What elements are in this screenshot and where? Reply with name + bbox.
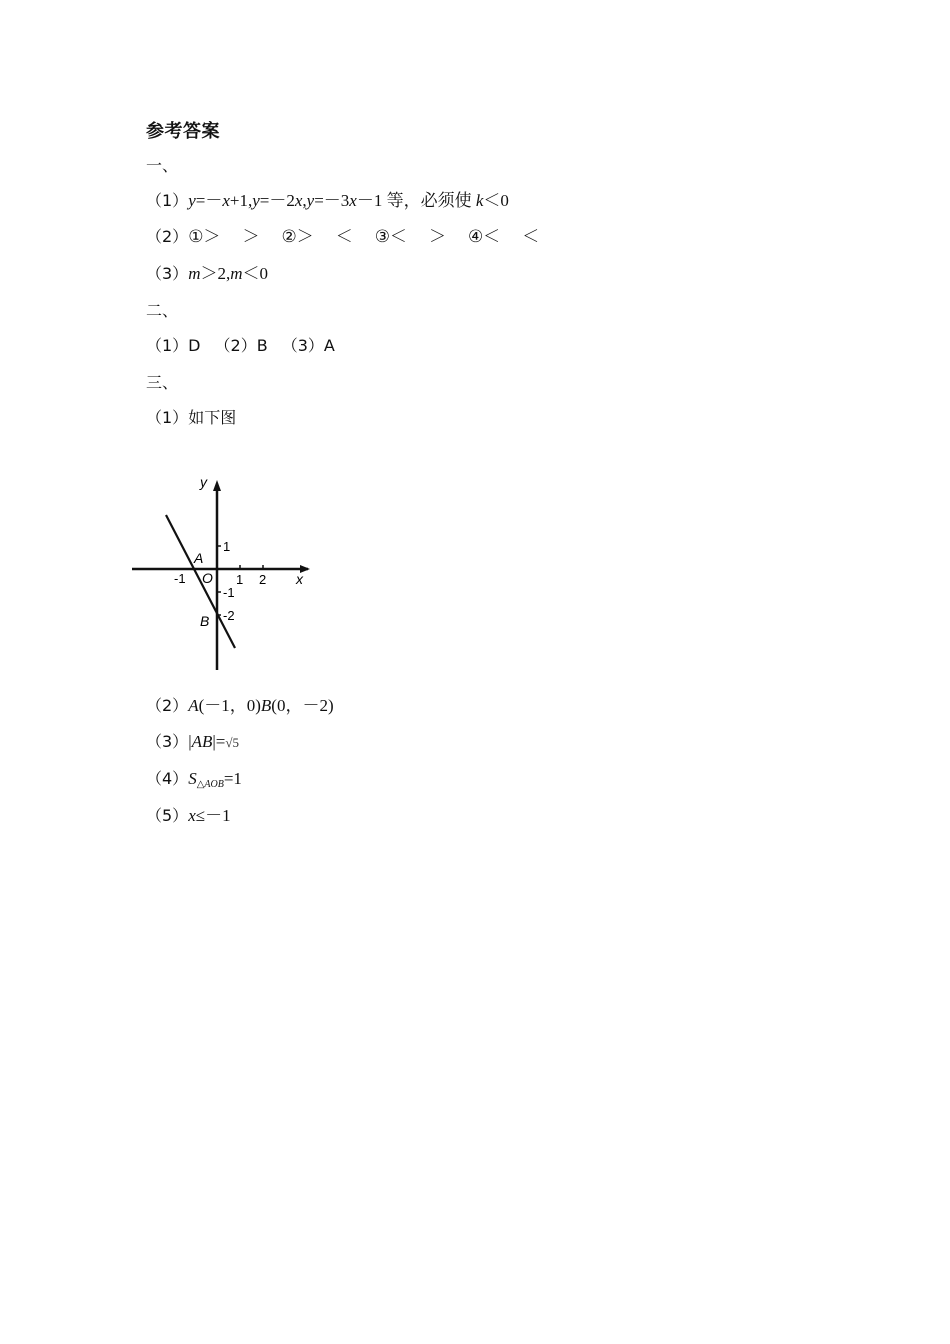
origin-label: O xyxy=(202,570,213,586)
var-y: y xyxy=(252,191,260,210)
section-three-q5 xyxy=(146,805,231,827)
section-one-heading: 一、 xyxy=(146,156,179,175)
answer-item: （2）B xyxy=(214,336,268,355)
y-tick-label: -1 xyxy=(223,585,235,600)
expr-text: +1, xyxy=(229,191,253,210)
section-three-q4 xyxy=(146,768,242,796)
section-one-q1 xyxy=(146,190,509,212)
expr-text: =1 xyxy=(223,769,242,788)
var-m: m xyxy=(188,264,201,283)
section-three-q1 xyxy=(146,407,236,429)
q-number: （1） xyxy=(146,191,189,210)
expr-text: , xyxy=(302,191,307,210)
section-three-heading: 三、 xyxy=(146,373,179,392)
area-subscript: △AOB xyxy=(196,779,224,790)
q-number: （4） xyxy=(146,769,189,788)
section-one-q3 xyxy=(146,263,268,285)
var-m: m xyxy=(230,264,243,283)
answer-item: ＞ xyxy=(242,227,260,246)
answer-item: ＜ xyxy=(522,227,540,246)
x-tick-label: -1 xyxy=(174,571,186,586)
point-b: B xyxy=(260,696,272,715)
point-a: A xyxy=(188,696,199,715)
x-axis-label: x xyxy=(296,571,303,587)
expr-text: ≤－1 xyxy=(195,806,231,825)
var-x: x xyxy=(188,806,196,825)
answer-item: （3）A xyxy=(281,336,335,355)
expr-text: ＜0 xyxy=(242,264,268,283)
var-y: y xyxy=(188,191,196,210)
var-x: x xyxy=(349,191,357,210)
var-k: k xyxy=(475,191,484,210)
answer-item: ＜ xyxy=(335,227,353,246)
answer-item: ④＜ xyxy=(467,227,501,246)
y-tick-label: -2 xyxy=(223,608,235,623)
line-graph-figure xyxy=(130,470,320,675)
expr-text: =－3 xyxy=(314,191,350,210)
var-y: y xyxy=(306,191,315,210)
expr-text: |= xyxy=(212,732,226,751)
coord-text: (0，－2) xyxy=(271,696,334,715)
page-title: 参考答案 xyxy=(146,121,220,142)
y-axis-arrow xyxy=(213,480,221,491)
var-x: x xyxy=(222,191,230,210)
section-three-q2 xyxy=(146,695,334,717)
expr-text: =－2 xyxy=(259,191,295,210)
q-number: （5） xyxy=(146,806,189,825)
section-two-heading: 二、 xyxy=(146,301,179,320)
var-x: x xyxy=(294,191,303,210)
q-number: （3） xyxy=(146,264,189,283)
answer-item: ②＞ xyxy=(281,227,314,246)
section-one-q2 xyxy=(146,226,539,248)
point-a-label: A xyxy=(194,550,204,566)
y-tick-label: 1 xyxy=(223,539,231,554)
q-number: （2） xyxy=(146,696,189,715)
section-two-answers xyxy=(146,335,335,357)
area-symbol: S xyxy=(188,769,197,788)
coord-text: (－1，0) xyxy=(198,696,261,715)
expr-text: ＜0 xyxy=(483,191,509,210)
answer-item: ③＜ xyxy=(374,227,407,246)
point-b-label: B xyxy=(200,613,210,629)
answer-item: ①＞ xyxy=(188,227,221,246)
segment-ab: AB xyxy=(191,732,213,751)
answer-item: （1）D xyxy=(146,336,201,355)
section-three-q3 xyxy=(146,731,239,754)
expr-text: =－ xyxy=(195,191,223,210)
q-number: （2） xyxy=(146,227,189,246)
sqrt-value: √5 xyxy=(225,735,240,750)
x-tick-label: 2 xyxy=(259,572,267,587)
q-number: （1） xyxy=(146,408,189,427)
expr-text: －1 等，必须使 xyxy=(356,191,476,210)
answer-item: ＞ xyxy=(428,227,446,246)
y-axis-label: y xyxy=(200,474,207,490)
answer-text: 如下图 xyxy=(188,408,237,427)
abs-bar: | xyxy=(188,732,192,751)
q-number: （3） xyxy=(146,732,189,751)
x-tick-label: 1 xyxy=(236,572,244,587)
expr-text: ＞2, xyxy=(200,264,231,283)
